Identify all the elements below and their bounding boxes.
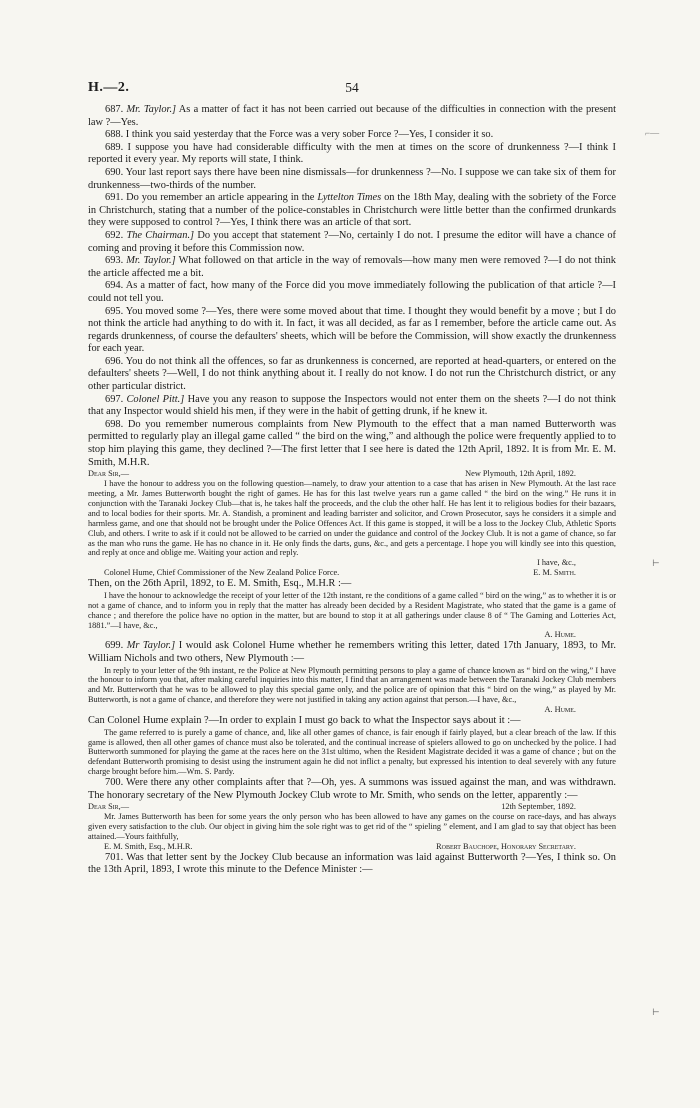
document-body [88, 104, 616, 877]
letter-smith [88, 469, 616, 578]
margin-mark: ⊢ [652, 1007, 660, 1017]
series-number: H.—2. [88, 80, 130, 95]
letter-signature: Robert Bauchope, Honorary Secretary. [436, 841, 576, 851]
paragraph-697: 697. Colonel Pitt.] Have you any reason to suppose the Inspectors would not enter them on the sheets ?—I do not think that any Inspector would shield his men, if they were in the habit of getting drunk, if he knew it. [88, 393, 616, 418]
speaker-label: Colonel Pitt.] [126, 393, 185, 405]
paragraph-688: 688. I think you said yesterday that the Force was a very sober Force ?—Yes, I consider it so. [105, 129, 494, 141]
margin-mark: ⊢ [652, 558, 660, 568]
letter-salutation: Dear Sir,— [88, 469, 130, 479]
letter-salutation: Dear Sir,— [88, 802, 130, 812]
paragraph-699: 699. Mr Taylor.] I would ask Colonel Hume whether he remembers writing this letter, dated 17th January, 1893, to Mr. William Nichols and two others, New Plymouth :— [88, 640, 616, 664]
letter-hume-1 [88, 591, 616, 641]
letter-body: Mr. James Butterworth has been for some years the only person who has been allowed to have any games on the course on race-days, and has always given every satisfaction to the club. Our object in giving him the sole right was to get rid of the “ spieling ” element, and I am glad to say that object has been attained.—Yours faithfully, [88, 812, 616, 842]
paragraph-690: 690. Your last report says there have been nine dismissals—for drunkenness ?—No. I suppose we can take six of them for drunkenness—two-thirds of the number. [88, 166, 616, 191]
page-header [88, 80, 616, 98]
speaker-label: Mr. Taylor.] [126, 104, 177, 115]
report-body: The game referred to is purely a game of chance, and, like all other games of chance, is fair enough if fairly played, but a clear breach of the law. If this game is allowed, then all other games of chance must also be tolerated, and the continual increase of spielers allowed to go on unchecked by the police. I had Butterworth summoned for playing the game at the races here on the 31st ultimo, when the Resident Magistrate decided it was a game of chance ; but on the defendant Butterworth promising to desist using the instrument again he did not inflict a penalty, but expressed his intention to deal severely with any future charge brought before him.—Wm. S. Pardy. [88, 727, 616, 777]
paragraph-701: 701. Was that letter sent by the Jockey Club because an information was laid against Butterworth ?—Yes, I think so. On the 13th April, 1893, I wrote this minute to the Defence Minister :— [88, 851, 616, 876]
paragraph-691: 691. Do you remember an article appearing in the Lyttelton Times on the 18th May, dealing with the sobriety of the Force in Christchurch, stating that a number of the police-constables in Christchurch were little better than the confirmed drunkards they were supposed to control ?—Yes, I think there was an article of that sort. [88, 192, 616, 229]
newspaper-title: Lyttelton Times [317, 192, 382, 204]
speaker-label: The Chairman.] [126, 229, 195, 241]
speaker-label: Mr Taylor.] [126, 640, 176, 652]
letter-body: In reply to your letter of the 9th instant, re the Police at New Plymouth permitting persons to play a game of chance known as “ bird on the wing,” I have the honour to inform you that, after making careful inquiries into this matter, I find that an arrangement was made between the Taranaki Jockey Club members and Mr. Butterworth that he was to be allowed to play this special game only, and the police are of opinion that this “ bird on the wing,” as played by Mr. Butterworth, is not a game of chance, and therefore they were not justified in taking any action against that person.—I have, &c., [88, 665, 616, 705]
letter-date: 12th September, 1892. [501, 802, 576, 812]
paragraph-689: 689. I suppose you have had considerable difficulty with the men at times on the score of drunkenness ?—I think I reported it every year. My reports will state, I think. [88, 141, 616, 166]
letter-signature: A. Hume. [544, 630, 576, 640]
paragraph-then: Then, on the 26th April, 1892, to E. M. Smith, Esq., M.H.R :— [88, 578, 352, 590]
letter-body: I have the honour to acknowledge the receipt of your letter of the 12th instant, re the conditions of a game called “ bird on the wing,” as to whether it is or not a game of chance, and to inform you in reply that the matter has already been decided by a Resident Magistrate, who stated that the game is a game of chance ; and therefore the police have no option in the matter, but are bound to stop it at all gatherings under clause 8 of “ The Gaming and Lotteries Act, 1881.”—I have, &c., [88, 590, 616, 630]
speaker-label: Mr. Taylor.] [126, 255, 176, 267]
letter-signature: A. Hume. [544, 705, 576, 715]
report-pardy [88, 728, 616, 778]
letter-signature: E. M. Smith. [533, 568, 576, 578]
paragraph-696: 696. You do not think all the offences, so far as drunkenness is concerned, are reported at head-quarters, or entered on the defaulters' sheets ?—Well, I do not think anything about it. I really do not know. I do not run the Christchurch district, or any other particular district. [88, 355, 616, 393]
letter-body: I have the honour to address you on the following question—namely, to draw your attention to a case that has arisen in New Plymouth. At the last race meeting, a Mr. James Butterworth bought the right of games. He has for this last twelve years run a game called “ the bird on the wing.” He runs it in conjunction with the Taranaki Jockey Club—that is, he takes half the proceeds, and the club the other half. He has lent it to religious bodies for their bazaars, and to local bodies for their sports. Mr. A. Standish, a prominent and leading barrister and solicitor, and Crown Prosecutor, says he considers it a simple and harmless game, and one that should not be brought under the Police Offences Act. If this game is stopped, it will be a loss to the Jockey Club, Athletic Sports Club, and others. I write to ask if it could not be allowed to be carried on under the guidance and control of the Jockey Club. It is not a game of chance, so far as the man who runs the game. He has no chance in it. He only finds the darts, guns, &c., and gets a percentage. I hope you will kindly see into this question, and reply at once and oblige me. Waiting your action and reply. [88, 479, 616, 558]
letter-hume-2 [88, 666, 616, 716]
paragraph-695: 695. You moved some ?—Yes, there were some moved about that time. I thought they would benefit by a move ; but I do not think the article had anything to do with it. In fact, it was all decided, as far as I remember, before the article came out. As regards drunkenness, of course the defaulters' sheets, which will be before the Commission, will show exactly the drunkenness for each year. [88, 305, 616, 355]
letter-closing: I have, &c., [537, 558, 576, 568]
paragraph-687: 687. Mr. Taylor.] As a matter of fact it has not been carried out because of the difficulties in connection with the present law ?—Yes. [88, 104, 616, 128]
paragraph-692: 692. The Chairman.] Do you accept that statement ?—No, certainly I do not. I presume the editor will have a chance of coming and proving it before this Commission now. [88, 229, 616, 254]
paragraph-698: 698. Do you remember numerous complaints from New Plymouth to the effect that a man named Butterworth was permitted to regularly play an illegal game called “ the bird on the wing,” and although the police were frequently applied to to stop him playing this game, they declined ?—The first letter that I see here is dated the 12th April, 1892. It is from Mr. E. M. Smith, M.H.R. [88, 418, 616, 468]
letter-addressee: Colonel Hume, Chief Commissioner of the New Zealand Police Force. [104, 568, 340, 578]
paragraph-700: 700. Were there any other complaints after that ?—Oh, yes. A summons was issued against the man, and was withdrawn. The honorary secretary of the New Plymouth Jockey Club wrote to Mr. Smith, who sends on the letter, apparently :— [88, 777, 616, 801]
letter-bauchope [88, 802, 616, 852]
paragraph-explain: Can Colonel Hume explain ?—In order to explain I must go back to what the Inspector says about it :— [88, 715, 521, 727]
paragraph-694: 694. As a matter of fact, how many of the Force did you move immediately following the publication of that article ?—I could not tell you. [88, 280, 616, 304]
margin-mark: ⌐— [645, 128, 660, 138]
paragraph-693: 693. Mr. Taylor.] What followed on that article in the way of removals—how many men were removed ?—I do not think the article affected me a bit. [88, 255, 616, 279]
page-number: 54 [345, 80, 359, 95]
letter-addressee: E. M. Smith, Esq., M.H.R. [104, 841, 193, 851]
letter-place-date: New Plymouth, 12th April, 1892. [465, 469, 576, 479]
